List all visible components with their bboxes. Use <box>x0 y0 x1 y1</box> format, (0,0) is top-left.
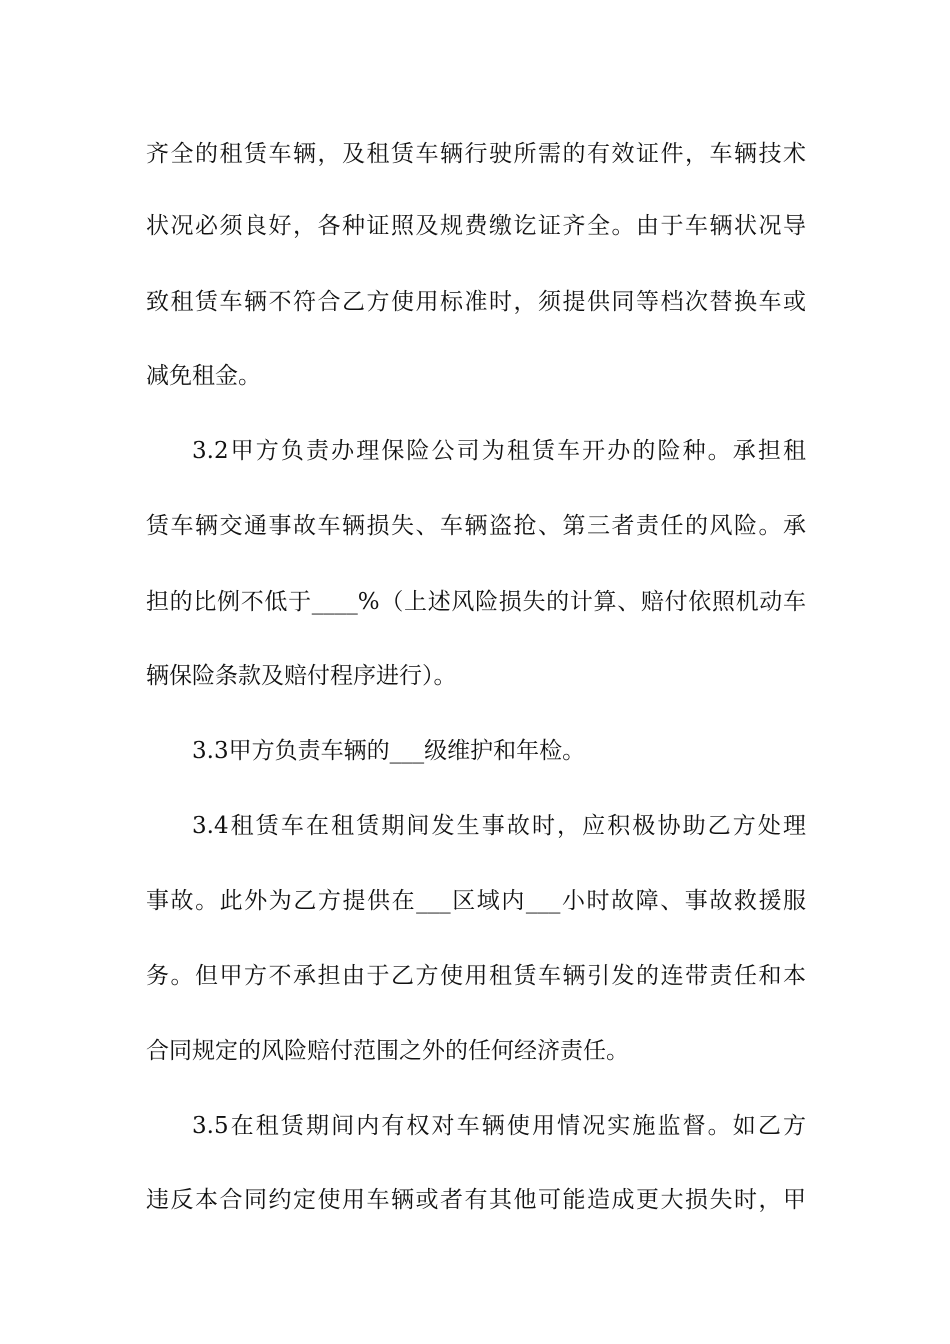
paragraph-line-13: 合同规定的风险赔付范围之外的任何经济责任。 <box>146 1038 629 1064</box>
paragraph-line-3: 致租赁车辆不符合乙方使用标准时，须提供同等档次替换车或 <box>146 289 806 315</box>
paragraph-line-8: 辆保险条款及赔付程序进行）。 <box>146 663 457 689</box>
paragraph-line-6: 赁车辆交通事故车辆损失、车辆盗抢、第三者责任的风险。承 <box>146 513 806 539</box>
paragraph-line-11: 事故。此外为乙方提供在___区域内___小时故障、事故救援服 <box>146 888 806 914</box>
paragraph-line-5: 3.2甲方负责办理保险公司为租赁车开办的险种。承担租 <box>192 438 806 464</box>
paragraph-line-10: 3.4租赁车在租赁期间发生事故时，应积极协助乙方处理 <box>192 813 806 839</box>
paragraph-line-9: 3.3甲方负责车辆的___级维护和年检。 <box>192 738 586 764</box>
paragraph-line-14: 3.5在租赁期间内有权对车辆使用情况实施监督。如乙方 <box>192 1113 806 1139</box>
paragraph-line-7: 担的比例不低于____%（上述风险损失的计算、赔付依照机动车 <box>146 589 806 615</box>
paragraph-line-15: 违反本合同约定使用车辆或者有其他可能造成更大损失时，甲 <box>146 1187 806 1213</box>
paragraph-line-12: 务。但甲方不承担由于乙方使用租赁车辆引发的连带责任和本 <box>146 963 806 989</box>
paragraph-line-4: 减免租金。 <box>146 363 261 389</box>
paragraph-line-2: 状况必须良好，各种证照及规费缴讫证齐全。由于车辆状况导 <box>146 213 806 239</box>
paragraph-line-1: 齐全的租赁车辆，及租赁车辆行驶所需的有效证件，车辆技术 <box>146 141 806 167</box>
